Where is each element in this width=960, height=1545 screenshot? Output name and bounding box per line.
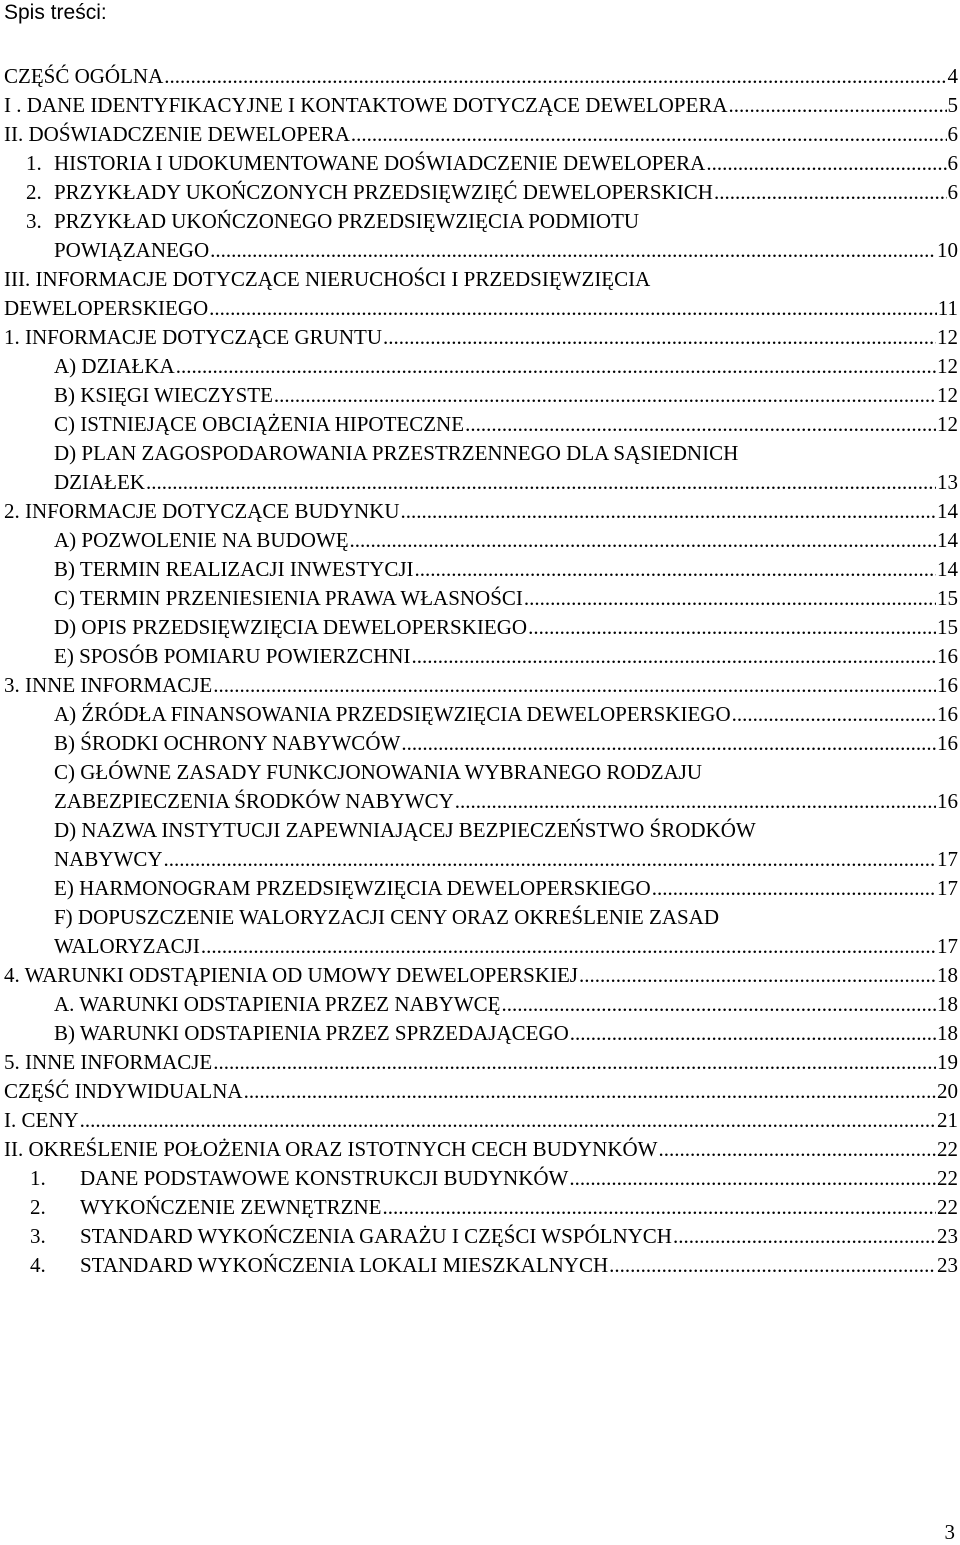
toc-entry[interactable] — [4, 584, 958, 613]
dot-leader — [350, 526, 936, 555]
toc-entry-title: ZABEZPIECZENIA ŚRODKÓW NABYWCY — [54, 789, 454, 813]
dot-leader — [528, 613, 936, 642]
toc-entry[interactable] — [4, 497, 958, 526]
toc-entry-title: I. CENY — [4, 1108, 79, 1132]
dot-leader — [274, 381, 936, 410]
dot-leader — [210, 236, 936, 265]
toc-entry-title: HISTORIA I UDOKUMENTOWANE DOŚWIADCZENIE DEWELOPERA — [54, 151, 706, 175]
toc-entry[interactable] — [4, 1106, 958, 1135]
dot-leader — [411, 642, 936, 671]
toc-entry-page: 4 — [947, 64, 958, 88]
toc-entry-page: 17 — [937, 847, 958, 871]
toc-entry-number: 3. — [30, 1224, 46, 1248]
toc-entry-number: 1. — [26, 151, 42, 175]
toc-entry-page: 20 — [937, 1079, 958, 1103]
toc-entry-page: 23 — [937, 1253, 958, 1277]
toc-entry-title: STANDARD WYKOŃCZENIA GARAŻU I CZĘŚCI WSPÓLNYCH — [80, 1224, 672, 1248]
toc-entry-title-line1: D) NAZWA INSTYTUCJI ZAPEWNIAJĄCEJ BEZPIECZEŃSTWO ŚRODKÓW — [54, 818, 756, 842]
toc-entry-title: WALORYZACJI — [54, 934, 200, 958]
toc-entry-title: WYKOŃCZENIE ZEWNĘTRZNE — [80, 1195, 382, 1219]
toc-entry-title: I . DANE IDENTYFIKACYJNE I KONTAKTOWE DOTYCZĄCE DEWELOPERA — [4, 93, 728, 117]
dot-leader — [673, 1222, 936, 1251]
dot-leader — [164, 62, 946, 91]
toc-entry-page: 17 — [937, 934, 958, 958]
toc-entry[interactable] — [4, 1193, 958, 1222]
toc-entry-title: E) HARMONOGRAM PRZEDSIĘWZIĘCIA DEWELOPERSKIEGO — [54, 876, 651, 900]
dot-leader — [714, 178, 947, 207]
toc-entry-number: 1. — [30, 1166, 46, 1190]
toc-entry-title: II. OKREŚLENIE POŁOŻENIA ORAZ ISTOTNYCH CECH BUDYNKÓW — [4, 1137, 658, 1161]
toc-entry[interactable] — [4, 207, 958, 265]
toc-entry-title: B) KSIĘGI WIECZYSTE — [54, 383, 273, 407]
toc-entry-page: 17 — [937, 876, 958, 900]
table-of-contents — [4, 62, 958, 1280]
toc-entry[interactable] — [4, 381, 958, 410]
dot-leader — [351, 120, 947, 149]
toc-entry-page: 6 — [947, 180, 958, 204]
page-number: 3 — [944, 1520, 955, 1544]
dot-leader — [209, 294, 937, 323]
toc-entry-page: 14 — [937, 557, 958, 581]
toc-entry-page: 5 — [947, 93, 958, 117]
toc-entry[interactable] — [4, 758, 958, 816]
toc-entry-title: A) POZWOLENIE NA BUDOWĘ — [54, 528, 349, 552]
toc-entry[interactable] — [4, 1164, 958, 1193]
toc-entry[interactable] — [4, 642, 958, 671]
toc-entry-page: 18 — [937, 963, 958, 987]
dot-leader — [570, 1019, 936, 1048]
toc-entry-title: PRZYKŁADY UKOŃCZONYCH PRZEDSIĘWZIĘĆ DEWELOPERSKICH — [54, 180, 713, 204]
dot-leader — [706, 149, 946, 178]
toc-heading: Spis treści: — [4, 1, 107, 24]
toc-entry-title-line1: F) DOPUSZCZENIE WALORYZACJI CENY ORAZ OKREŚLENIE ZASAD — [54, 905, 719, 929]
dot-leader — [659, 1135, 937, 1164]
toc-entry-title: 5. INNE INFORMACJE — [4, 1050, 213, 1074]
dot-leader — [502, 990, 936, 1019]
toc-entry-title: STANDARD WYKOŃCZENIA LOKALI MIESZKALNYCH — [80, 1253, 609, 1277]
toc-entry-page: 12 — [937, 325, 958, 349]
dot-leader — [729, 91, 947, 120]
toc-entry[interactable] — [4, 62, 958, 91]
toc-entry-title: C) TERMIN PRZENIESIENIA PRAWA WŁASNOŚCI — [54, 586, 523, 610]
toc-entry-title: 4. WARUNKI ODSTĄPIENIA OD UMOWY DEWELOPERSKIEJ — [4, 963, 578, 987]
dot-leader — [176, 352, 936, 381]
toc-entry-title: POWIĄZANEGO — [54, 238, 210, 262]
toc-entry[interactable] — [4, 265, 958, 323]
dot-leader — [244, 1077, 936, 1106]
toc-entry[interactable] — [4, 990, 958, 1019]
toc-entry[interactable] — [4, 410, 958, 439]
toc-entry[interactable] — [4, 729, 958, 758]
toc-entry-title: A. WARUNKI ODSTAPIENIA PRZEZ NABYWCĘ — [54, 992, 501, 1016]
toc-entry-title: DANE PODSTAWOWE KONSTRUKCJI BUDYNKÓW — [80, 1166, 569, 1190]
dot-leader — [164, 845, 937, 874]
toc-entry-page: 21 — [937, 1108, 958, 1132]
toc-entry-title: DZIAŁEK — [54, 470, 145, 494]
toc-entry-title: B) WARUNKI ODSTAPIENIA PRZEZ SPRZEDAJĄCEGO — [54, 1021, 569, 1045]
toc-entry[interactable] — [4, 700, 958, 729]
dot-leader — [652, 874, 936, 903]
toc-entry-number: 2. — [30, 1195, 46, 1219]
dot-leader — [524, 584, 936, 613]
dot-leader — [383, 323, 936, 352]
dot-leader — [609, 1251, 936, 1280]
dot-leader — [201, 932, 936, 961]
toc-entry[interactable] — [4, 352, 958, 381]
toc-entry-title: 1. INFORMACJE DOTYCZĄCE GRUNTU — [4, 325, 383, 349]
toc-entry-page: 16 — [937, 644, 958, 668]
toc-entry-title-line1: III. INFORMACJE DOTYCZĄCE NIERUCHOŚCI I PRZEDSIĘWZIĘCIA — [4, 267, 651, 291]
toc-entry-title: NABYWCY — [54, 847, 163, 871]
toc-entry-page: 13 — [937, 470, 958, 494]
toc-entry-page: 16 — [937, 673, 958, 697]
toc-entry-page: 22 — [937, 1195, 958, 1219]
toc-entry-title: B) TERMIN REALIZACJI INWESTYCJI — [54, 557, 414, 581]
toc-entry[interactable] — [4, 439, 958, 497]
toc-entry-page: 12 — [937, 354, 958, 378]
toc-entry[interactable] — [4, 874, 958, 903]
dot-leader — [455, 787, 936, 816]
toc-entry[interactable] — [4, 1135, 958, 1164]
toc-entry-page: 16 — [937, 789, 958, 813]
toc-entry-number: 3. — [26, 209, 42, 233]
toc-entry-page: 16 — [937, 731, 958, 755]
dot-leader — [80, 1106, 936, 1135]
toc-entry-title-line1: D) PLAN ZAGOSPODAROWANIA PRZESTRZENNEGO DLA SĄSIEDNICH — [54, 441, 739, 465]
toc-entry[interactable] — [4, 1019, 958, 1048]
toc-entry-page: 15 — [937, 615, 958, 639]
toc-entry-title: CZĘŚĆ INDYWIDUALNA — [4, 1079, 243, 1103]
dot-leader — [569, 1164, 936, 1193]
toc-entry-page: 16 — [937, 702, 958, 726]
toc-entry-page: 6 — [947, 151, 958, 175]
toc-entry-page: 10 — [937, 238, 958, 262]
toc-entry-title: B) ŚRODKI OCHRONY NABYWCÓW — [54, 731, 401, 755]
toc-entry-title: 3. INNE INFORMACJE — [4, 673, 213, 697]
toc-entry-page: 6 — [947, 122, 958, 146]
toc-entry-number: 4. — [30, 1253, 46, 1277]
toc-entry[interactable] — [4, 120, 958, 149]
dot-leader — [415, 555, 936, 584]
toc-entry[interactable] — [4, 613, 958, 642]
toc-entry-page: 18 — [937, 992, 958, 1016]
toc-entry-page: 12 — [937, 383, 958, 407]
toc-entry[interactable] — [4, 816, 958, 874]
dot-leader — [732, 700, 936, 729]
dot-leader — [213, 1048, 936, 1077]
toc-entry-title: 2. INFORMACJE DOTYCZĄCE BUDYNKU — [4, 499, 400, 523]
toc-entry[interactable] — [4, 1251, 958, 1280]
toc-entry-page: 18 — [937, 1021, 958, 1045]
toc-entry[interactable] — [4, 323, 958, 352]
toc-entry[interactable] — [4, 149, 958, 178]
toc-entry[interactable] — [4, 1222, 958, 1251]
toc-entry[interactable] — [4, 1048, 958, 1077]
dot-leader — [401, 497, 936, 526]
toc-entry-title: A) DZIAŁKA — [54, 354, 175, 378]
toc-entry-page: 19 — [937, 1050, 958, 1074]
toc-entry-title: C) ISTNIEJĄCE OBCIĄŻENIA HIPOTECZNE — [54, 412, 465, 436]
toc-entry-page: 15 — [937, 586, 958, 610]
toc-entry-title: E) SPOSÓB POMIARU POWIERZCHNI — [54, 644, 411, 668]
dot-leader — [579, 961, 936, 990]
toc-entry-title-line1: C) GŁÓWNE ZASADY FUNKCJONOWANIA WYBRANEGO RODZAJU — [54, 760, 703, 784]
toc-entry[interactable] — [4, 903, 958, 961]
toc-entry-page: 12 — [937, 412, 958, 436]
toc-entry-page: 14 — [937, 499, 958, 523]
toc-entry[interactable] — [4, 671, 958, 700]
toc-entry-title: DEWELOPERSKIEGO — [4, 296, 209, 320]
toc-entry-page: 11 — [937, 296, 958, 320]
toc-entry-page: 22 — [937, 1137, 958, 1161]
toc-entry-title: D) OPIS PRZEDSIĘWZIĘCIA DEWELOPERSKIEGO — [54, 615, 528, 639]
toc-entry[interactable] — [4, 178, 958, 207]
toc-entry[interactable] — [4, 526, 958, 555]
toc-entry-title-line1: PRZYKŁAD UKOŃCZONEGO PRZEDSIĘWZIĘCIA PODMIOTU — [54, 209, 640, 233]
toc-entry[interactable] — [4, 91, 958, 120]
toc-entry[interactable] — [4, 961, 958, 990]
dot-leader — [213, 671, 936, 700]
toc-entry-page: 14 — [937, 528, 958, 552]
toc-entry-title: A) ŹRÓDŁA FINANSOWANIA PRZEDSIĘWZIĘCIA DEWELOPERSKIEGO — [54, 702, 731, 726]
toc-entry[interactable] — [4, 555, 958, 584]
toc-entry-page: 22 — [937, 1166, 958, 1190]
toc-entry-number: 2. — [26, 180, 42, 204]
toc-entry-page: 23 — [937, 1224, 958, 1248]
dot-leader — [401, 729, 936, 758]
dot-leader — [383, 1193, 936, 1222]
dot-leader — [146, 468, 936, 497]
toc-entry[interactable] — [4, 1077, 958, 1106]
toc-entry-title: CZĘŚĆ OGÓLNA — [4, 64, 164, 88]
toc-entry-title: II. DOŚWIADCZENIE DEWELOPERA — [4, 122, 350, 146]
dot-leader — [465, 410, 936, 439]
